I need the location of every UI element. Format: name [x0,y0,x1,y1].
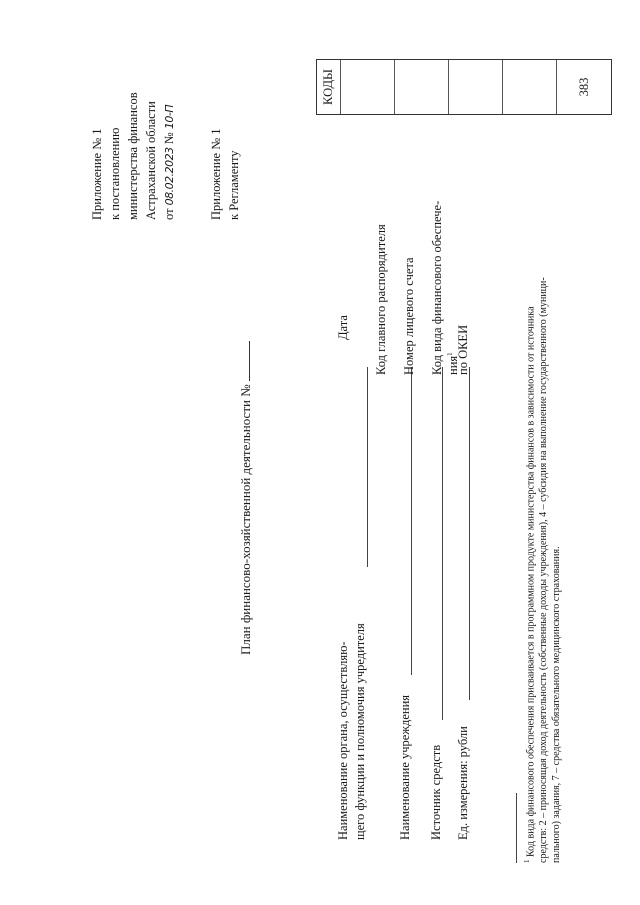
organ-label-line-1: Наименование органа, осуществляю- [336,641,350,840]
footnote-line: средств: 2 – приносящая доход деятельность (собственные доходы учреждения), 4 – субсидия на выполнение государственного (муници- [538,277,550,863]
page-title [238,341,254,655]
institution-underline [411,367,412,675]
organ-label-line-2: щего функции и полномочия учредителя [353,623,367,840]
handwritten-number: 10-П [163,104,176,130]
institution-label: Наименование учреждения [398,694,412,840]
appendix-line: Приложение № 1 [90,128,104,220]
appendix-header [88,20,243,220]
codes-cell-main-manager [395,60,449,114]
unit-label: Ед. измерения: рубли [456,726,470,840]
fin-type-label-text: ния [446,355,461,375]
codes-cell-account [449,60,503,114]
title-number-blank [238,341,250,381]
date-prefix: от [162,208,176,220]
reglament-line: к Регламенту [227,150,241,220]
title-text: План финансово-хозяйственной деятельности № [238,384,253,655]
codes-cell-okei: 383 [576,77,591,97]
account-number-label: Номер лицевого счета [402,257,416,375]
handwritten-date: 08.02.2023 [163,147,176,206]
footnote-marker: 1 [523,859,531,863]
organ-underline [367,367,368,567]
main-manager-code-label: Код главного распорядителя [374,224,388,375]
codes-table [316,59,612,115]
date-code-label: Дата [336,315,350,340]
appendix-line: Астраханской области [144,101,158,220]
reglament-line: Приложение № 1 [209,128,223,220]
footnote-line: пального) задания, 7 – средства обязательного медицинского страхования. [551,546,563,863]
unit-underline [469,367,470,700]
source-label: Источник средств [429,744,443,840]
fin-type-label-line-1: Код вида финансового обеспече- [430,200,444,375]
number-prefix: № [162,132,176,145]
footnote-separator [516,793,517,863]
source-underline [442,367,443,720]
footnote [521,23,563,863]
fin-type-footnote-mark: 1 [446,352,454,356]
appendix-line: к постановлению [108,127,122,220]
appendix-line: министерства финансов [126,92,140,220]
codes-cell-date [341,60,395,114]
footnote-line [521,23,537,863]
codes-header: КОДЫ [317,60,341,114]
footnote-text: Код вида финансового обеспечения присваивается в программном продукте министерства финансов в зависимости от источника [525,306,537,857]
okei-label: по ОКЕИ [456,324,470,375]
appendix-date-line [160,20,179,220]
